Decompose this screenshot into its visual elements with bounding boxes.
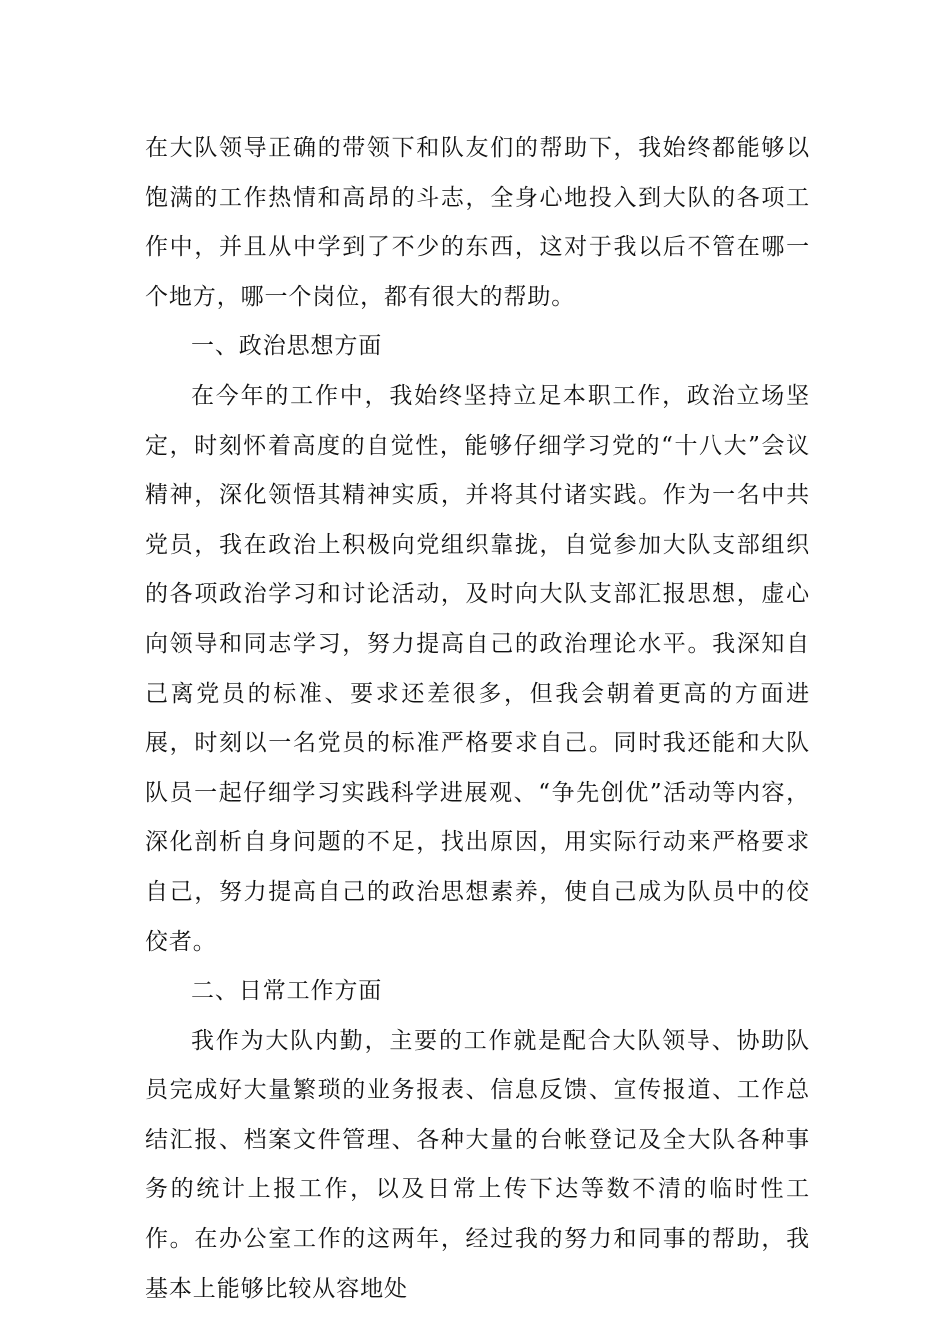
section-heading: 二、日常工作方面 — [191, 978, 383, 1005]
section-heading: 一、政治思想方面 — [191, 333, 383, 360]
body-paragraph: 在大队领导正确的带领下和队友们的帮助下，我始终都能够以饱满的工作热情和高昂的斗志，全身心地投入到大队的各项工作中，并且从中学到了不少的东西，这对于我以后不管在哪一个地方，哪一个岗位，都有很大的帮助。 — [145, 135, 810, 310]
body-paragraph: 在今年的工作中，我始终坚持立足本职工作，政治立场坚定，时刻怀着高度的自觉性，能够仔细学习党的“十八大”会议精神，深化领悟其精神实质，并将其付诸实践。作为一名中共党员，我在政治上积极向党组织靠拢，自觉参加大队支部组织的各项政治学习和讨论活动，及时向大队支部汇报思想，虚心向领导和同志学习，努力提高自己的政治理论水平。我深知自己离党员的标准、要求还差很多，但我会朝着更高的方面进展，时刻以一名党员的标准严格要求自己。同时我还能和大队队员一起仔细学习实践科学进展观、“争先创优”活动等内容，深化剖析自身问题的不足，找出原因，用实际行动来严格要求自己，努力提高自己的政治思想素养，使自己成为队员中的佼佼者。 — [145, 382, 810, 955]
document-body — [145, 124, 810, 1314]
body-paragraph: 我作为大队内勤，主要的工作就是配合大队领导、协助队员完成好大量繁琐的业务报表、信息反馈、宣传报道、工作总结汇报、档案文件管理、各种大量的台帐登记及全大队各种事务的统计上报工作，以及日常上传下达等数不清的临时性工作。在办公室工作的这两年，经过我的努力和同事的帮助，我基本上能够比较从容地处 — [145, 1027, 810, 1302]
